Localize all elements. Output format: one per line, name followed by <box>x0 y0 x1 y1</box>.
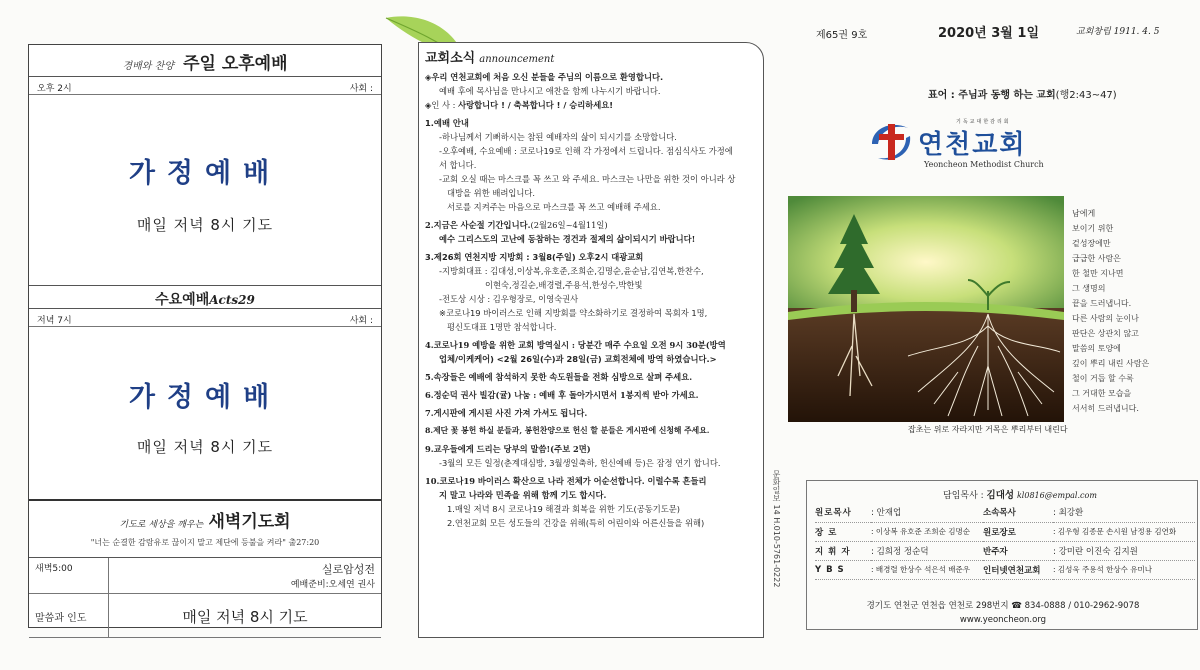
vertical-print-note: 문화일보 14 H.010-5761-0222 <box>772 470 781 588</box>
item-1-c: -교회 오실 때는 마스크를 꼭 쓰고 와 주세요. 마스크는 나만을 위한 것이 아니라 상 <box>439 174 736 184</box>
illustration-caption: 잡초는 위로 자라지만 거목은 뿌리부터 내린다 <box>908 425 1068 434</box>
staff-box <box>806 480 1198 630</box>
dawn-time-label: 새벽5:00 <box>29 558 109 594</box>
sunday-main-title: 가정예배 <box>128 158 282 189</box>
dawn-prefix: 기도로 세상을 깨우는 <box>119 520 204 530</box>
staff-value: : 강미란 이진숙 김지원 <box>1053 541 1195 560</box>
staff-label: 인터넷연천교회 <box>983 560 1053 579</box>
dawn-place-name: 실로암성전 <box>321 563 375 576</box>
poem-line: 서서히 드러냅니다. <box>1072 404 1139 413</box>
pastor-label: 담임목사 : <box>943 491 984 501</box>
wednesday-time-row <box>29 309 381 327</box>
sunday-body <box>29 95 381 285</box>
staff-value: : 배경렬 한상수 석은석 배준우 <box>871 560 983 579</box>
staff-value-text: 김희정 정순덕 <box>876 546 929 557</box>
item-3-a2: 이현숙,정길순,배경렬,주용석,한성수,박한빛 <box>485 280 643 290</box>
wednesday-header <box>29 285 381 309</box>
sunday-time: 오후 2시 <box>37 84 72 94</box>
item-2-text: 예수 그리스도의 고난에 동참하는 경건과 절제의 삶이되시기 바랍니다! <box>439 234 696 244</box>
staff-label: 장 로 <box>815 522 871 541</box>
announcement-list <box>425 70 755 530</box>
staff-value: : 이상복 유호준 조희순 김명순 <box>871 522 983 541</box>
sunday-title: 주일 오후예배 <box>183 54 288 74</box>
wednesday-host: 사회 : <box>349 316 373 326</box>
item-3-c: ※코로나19 바이러스로 인해 지방회를 약소화하기로 결정하여 목회자 1명, <box>439 308 708 318</box>
item-3-b: -전도상 시상 : 김우형장로, 이영숙권사 <box>439 294 579 304</box>
dawn-place <box>109 558 381 594</box>
staff-value-text: 안재업 <box>876 508 902 519</box>
welcome-line: ◈우리 연천교회에 처음 오신 분들을 주님의 이름으로 환영합니다. <box>425 72 664 82</box>
dawn-verse: "너는 순결한 감람유로 끊이지 말고 제단에 등불을 켜라" 출27:20 <box>90 538 320 547</box>
item-2-title: 2.지금은 사순절 기간입니다. <box>425 220 531 230</box>
staff-value-text: 이상복 유호준 조희순 김명순 <box>875 527 971 536</box>
staff-label: 반주자 <box>983 541 1053 560</box>
poem-line: 보이기 위한 <box>1072 224 1114 233</box>
church-website-link[interactable]: www.yeoncheon.org <box>959 615 1047 625</box>
worship-schedule-panel <box>28 44 382 628</box>
sunday-sub: 매일 저녁 8시 기도 <box>136 216 274 234</box>
dawn-leader-label: 말씀과 인도 <box>29 594 109 638</box>
logo-english-name: Yeoncheon Methodist Church <box>924 160 1044 169</box>
wednesday-sub: 매일 저녁 8시 기도 <box>136 438 274 456</box>
staff-row <box>815 503 1195 522</box>
wednesday-time: 저녁 7시 <box>37 316 72 326</box>
church-motto <box>928 86 1117 101</box>
item-1-title: 1.예배 안내 <box>425 118 469 128</box>
poem-line: 그 생명의 <box>1072 284 1106 293</box>
poem-line: 말씀의 토양에 <box>1072 344 1121 353</box>
item-3-title: 3.제26회 연천지방 지방회 : 3월8(주일) 오후2시 대광교회 <box>425 252 644 262</box>
item-2-title-line <box>425 218 755 232</box>
staff-value: : 김성욱 주용석 한상수 유미나 <box>1053 560 1195 579</box>
staff-label: 원로목사 <box>815 503 871 522</box>
item-8: 8.제단 꽃 봉헌 하실 분들과, 봉헌찬양으로 헌신 할 분들은 게시판에 신청해 주세요. <box>425 426 710 435</box>
greeting-text: 사랑합니다 ! / 축복합니다 ! / 승리하세요! <box>458 100 614 110</box>
poem-line: 남에게 <box>1072 209 1096 218</box>
staff-row <box>815 541 1195 560</box>
pastor-email: kl0816@empal.com <box>1016 491 1097 500</box>
senior-pastor <box>943 487 1097 501</box>
item-2-date: (2월26일~4월11일) <box>530 220 608 230</box>
poem-line: 끝을 드러냅니다. <box>1072 299 1132 308</box>
dawn-leader-value: 매일 저녁 8시 기도 <box>109 594 381 638</box>
poem-line: 다른 사람의 눈이나 <box>1072 314 1139 323</box>
item-10-a: 10.코로나19 바이러스 확산으로 나라 전체가 어순선합니다. 이럴수록 흔들리 <box>425 476 707 486</box>
bulletin-cover <box>788 12 1200 670</box>
poem-line: 철이 거듭 할 수록 <box>1072 374 1134 383</box>
church-address: 경기도 연천군 연천읍 연천로 298번지 ☎ 834-0888 / 010-2962-9078 <box>866 601 1140 611</box>
staff-value-text: 최강환 <box>1058 508 1084 519</box>
poem-line: 한 철만 지나면 <box>1072 269 1124 278</box>
item-4-b: 업체/이케케어) <2월 26일(수)과 28일(금) 교회전체에 방역 하였습니다.> <box>439 354 717 364</box>
logo-kicker: 기독교대한감리회 <box>956 119 1011 125</box>
item-1-d: 서로를 지켜주는 마음으로 마스크를 꼭 쓰고 예배해 주세요. <box>447 202 661 212</box>
staff-label: 지 휘 자 <box>815 541 871 560</box>
cross-logo-icon <box>866 116 916 166</box>
item-5: 5.속장들은 예배에 참석하지 못한 속도원들을 전화 심방으로 살펴 주세요. <box>425 372 693 382</box>
staff-value-text: 강미란 이진숙 김지원 <box>1058 546 1138 557</box>
poem-line: 겉성장에만 <box>1072 239 1111 248</box>
poem-line: 판단은 상관치 않고 <box>1072 329 1139 338</box>
sunday-host: 사회 : <box>349 84 373 94</box>
poem <box>1072 206 1192 416</box>
sunday-header <box>29 45 381 77</box>
wednesday-body <box>29 327 381 499</box>
item-1-a: -하나님께서 기뻐하시는 참된 예배자의 삶이 되시기를 소망합니다. <box>439 132 677 142</box>
item-3-a: -지방회대표 : 김대성,이상복,유호준,조희순,김명순,윤순남,김연복,한찬수, <box>439 266 704 276</box>
dawn-info-grid <box>29 557 381 638</box>
item-10-b: 지 말고 나라와 민족을 위해 함께 기도 합시다. <box>439 490 607 500</box>
wednesday-main-title: 가정예배 <box>128 382 282 413</box>
issue-date: 2020년 3월 1일 <box>938 26 1039 41</box>
item-4-a: 4.코로나19 예방을 위한 교회 방역실시 : 당분간 매주 수요일 오전 9시 30분(방역 <box>425 340 726 350</box>
staff-value-text: 배경렬 한상수 석은석 배준우 <box>875 565 971 574</box>
poem-line: 깊이 뿌리 내린 사람은 <box>1072 359 1150 368</box>
item-9-title: 9.교우들에게 드리는 당부의 말씀!(주보 2면) <box>425 444 591 454</box>
item-3-c2: 평신도대표 1명만 참석합니다. <box>447 322 557 332</box>
tree-roots-illustration <box>788 196 1064 422</box>
welcome-line-2: 예배 후에 목사님을 만나시고 애찬을 함께 나누시기 바랍니다. <box>439 86 661 96</box>
sunday-prefix: 경배와 찬양 <box>122 61 174 72</box>
staff-label: 원로장로 <box>983 522 1053 541</box>
greeting-line <box>425 98 755 112</box>
staff-value: : 최강환 <box>1053 503 1195 522</box>
dawn-title: 새벽기도회 <box>208 512 291 532</box>
staff-value: : 김우형 김종문 손시원 남정용 김연화 <box>1053 522 1195 541</box>
sunday-time-row <box>29 77 381 95</box>
staff-label: 소속목사 <box>983 503 1053 522</box>
item-10-d: 2.연천교회 모든 성도들의 건강을 위해(특히 어린이와 어른신들을 위해) <box>447 518 705 528</box>
dawn-prayer-header <box>29 499 381 557</box>
item-7: 7.게시판에 게시된 사진 가져 가셔도 됩니다. <box>425 408 588 418</box>
issue-volume: 제65권 9호 <box>816 30 868 41</box>
church-established: 교회창립 1911. 4. 5 <box>1076 27 1160 37</box>
poem-line: 그 거대한 모습을 <box>1072 389 1132 398</box>
announcement-title <box>425 47 755 66</box>
wednesday-title-en: Acts29 <box>209 293 255 307</box>
pastor-name: 김대성 <box>986 490 1015 501</box>
announcement-title-en: announcement <box>479 54 555 65</box>
motto-ref: (행2:43~47) <box>1055 90 1117 101</box>
logo-name: 연천교회 <box>918 130 1027 160</box>
item-1-b: -오후예배, 수요예배 : 코로나19로 인해 각 가정에서 드립니다. 점심식사도 가정에 <box>439 146 733 156</box>
greeting-label: ◈인 사 : <box>425 100 456 110</box>
announcement-panel <box>418 42 764 638</box>
item-9-text: -3월의 모든 일정(춘계대심방, 3월생일축하, 헌신예배 등)은 잠정 연기 합니다. <box>439 458 721 468</box>
item-1-b2: 서 합니다. <box>439 160 477 170</box>
dawn-prep: 예배준비:오세연 권사 <box>290 580 375 590</box>
wednesday-title: 수요예배 <box>155 292 210 308</box>
staff-value: : 김희정 정순덕 <box>871 541 983 560</box>
staff-row <box>815 522 1195 541</box>
poem-line: 급급한 사람은 <box>1072 254 1121 263</box>
staff-value-text: 김성욱 주용석 한상수 유미나 <box>1057 565 1153 574</box>
item-6: 6.정순덕 권사 빌감(귤) 나눔 : 예배 후 돌아가시면서 1봉지씩 받아 가세요. <box>425 390 699 400</box>
staff-value-text: 김우형 김종문 손시원 남정용 김연화 <box>1057 527 1177 536</box>
church-logo <box>866 114 1106 174</box>
item-1-c2: 대방을 위한 배려입니다. <box>447 188 536 198</box>
staff-value: : 안재업 <box>871 503 983 522</box>
staff-label: Y B S <box>815 560 871 579</box>
motto-text: 표어 : 주님과 동행 하는 교회 <box>928 90 1056 101</box>
staff-row <box>815 560 1195 579</box>
item-10-c: 1.매일 저녁 8시 코로나19 해결과 회복을 위한 기도(공동기도문) <box>447 504 681 514</box>
staff-table <box>815 503 1195 580</box>
announcement-title-ko: 교회소식 <box>425 51 476 66</box>
